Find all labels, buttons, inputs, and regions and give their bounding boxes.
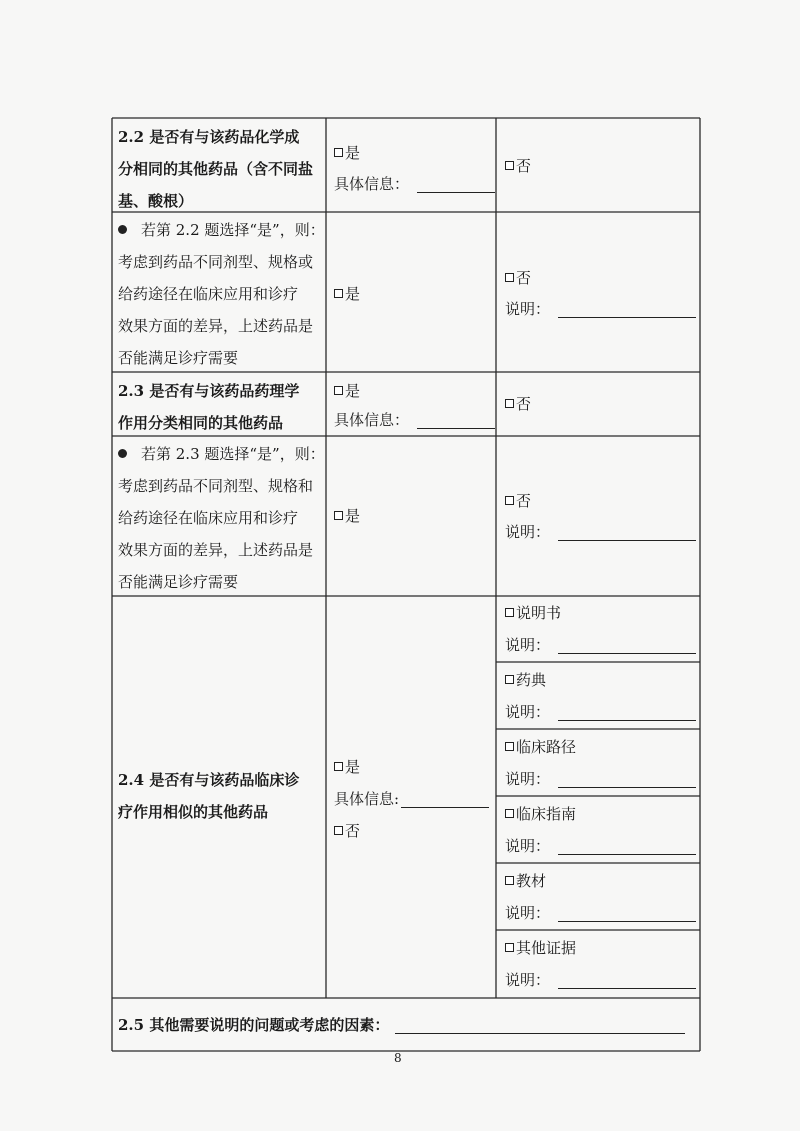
evidence-option[interactable]: 药典 <box>505 664 696 696</box>
info-2-4: 具体信息: <box>334 783 489 815</box>
evidence-clinical-guideline: 临床指南 说明： <box>505 798 696 862</box>
info-2-3-field[interactable] <box>417 412 495 429</box>
option-2-3b-yes[interactable]: 是 <box>334 500 360 532</box>
checkbox[interactable] <box>505 608 514 617</box>
checkbox[interactable] <box>334 148 343 157</box>
evidence-textbook: 教材 说明： <box>505 865 696 929</box>
evidence-other: 其他证据 说明： <box>505 932 696 996</box>
evidence-pharmacopoeia: 药典 说明： <box>505 664 696 728</box>
followup-2-3: 若第 2.3 题选择“是”，则： 考虑到药品不同剂型、规格和 给药途径在临床应用和诊疗 效果方面的差异，上述药品是 否能满足诊疗需要 <box>118 445 325 591</box>
evidence-instructions: 说明书 说明： <box>505 597 696 661</box>
option-2-2-no[interactable]: 否 <box>505 150 531 182</box>
info-2-3: 具体信息： <box>334 404 495 436</box>
checkbox[interactable] <box>334 511 343 520</box>
checkbox[interactable] <box>505 809 514 818</box>
option-2-2b-yes[interactable]: 是 <box>334 278 360 310</box>
evidence-explain-field[interactable] <box>558 637 696 654</box>
checkbox[interactable] <box>505 273 514 282</box>
checkbox[interactable] <box>505 943 514 952</box>
option-2-4-yes[interactable]: 是 <box>334 751 360 783</box>
question-2-4: 2.4 是否有与该药品临床诊 疗作用相似的其他药品 <box>118 771 300 821</box>
explain-2-2b-field[interactable] <box>558 301 696 318</box>
evidence-option[interactable]: 说明书 <box>505 597 696 629</box>
checkbox[interactable] <box>334 826 343 835</box>
option-2-2b-no[interactable]: 否 <box>505 262 531 294</box>
explain-2-3b-field[interactable] <box>558 524 696 541</box>
evidence-option[interactable]: 其他证据 <box>505 932 696 964</box>
evidence-option[interactable]: 教材 <box>505 865 696 897</box>
checkbox[interactable] <box>505 399 514 408</box>
evidence-explain-field[interactable] <box>558 838 696 855</box>
evidence-clinical-pathway: 临床路径 说明： <box>505 731 696 795</box>
evidence-option[interactable]: 临床指南 <box>505 798 696 830</box>
option-2-3-no[interactable]: 否 <box>505 388 531 420</box>
evidence-option[interactable]: 临床路径 <box>505 731 696 763</box>
option-2-2-yes[interactable]: 是 <box>334 137 360 169</box>
info-2-4-field[interactable] <box>401 791 489 808</box>
followup-2-2: 若第 2.2 题选择“是”，则： 考虑到药品不同剂型、规格或 给药途径在临床应用和诊疗 效果方面的差异，上述药品是 否能满足诊疗需要 <box>118 221 325 367</box>
checkbox[interactable] <box>334 762 343 771</box>
question-2-3: 2.3 是否有与该药品药理学 作用分类相同的其他药品 <box>118 382 300 432</box>
info-2-2-field[interactable] <box>417 176 495 193</box>
checkbox[interactable] <box>334 289 343 298</box>
checkbox[interactable] <box>505 876 514 885</box>
question-2-5-field[interactable] <box>395 1017 685 1034</box>
option-2-3-yes[interactable]: 是 <box>334 375 360 407</box>
checkbox[interactable] <box>505 161 514 170</box>
explain-2-3b: 说明： <box>505 516 696 548</box>
bullet-icon <box>118 225 127 234</box>
question-2-5: 2.5 其他需要说明的问题或考虑的因素： <box>118 1009 685 1041</box>
option-2-3b-no[interactable]: 否 <box>505 485 531 517</box>
evidence-explain-field[interactable] <box>558 704 696 721</box>
checkbox[interactable] <box>505 496 514 505</box>
evidence-explain-field[interactable] <box>558 771 696 788</box>
checkbox[interactable] <box>505 742 514 751</box>
explain-2-2b: 说明： <box>505 293 696 325</box>
question-2-2: 2.2 是否有与该药品化学成 分相同的其他药品（含不同盐 基、酸根） <box>118 128 314 210</box>
bullet-icon <box>118 449 127 458</box>
info-2-2: 具体信息： <box>334 168 495 200</box>
page-number: 8 <box>394 1051 402 1065</box>
checkbox[interactable] <box>334 386 343 395</box>
evidence-explain-field[interactable] <box>558 972 696 989</box>
option-2-4-no[interactable]: 否 <box>334 815 360 847</box>
evidence-explain-field[interactable] <box>558 905 696 922</box>
checkbox[interactable] <box>505 675 514 684</box>
